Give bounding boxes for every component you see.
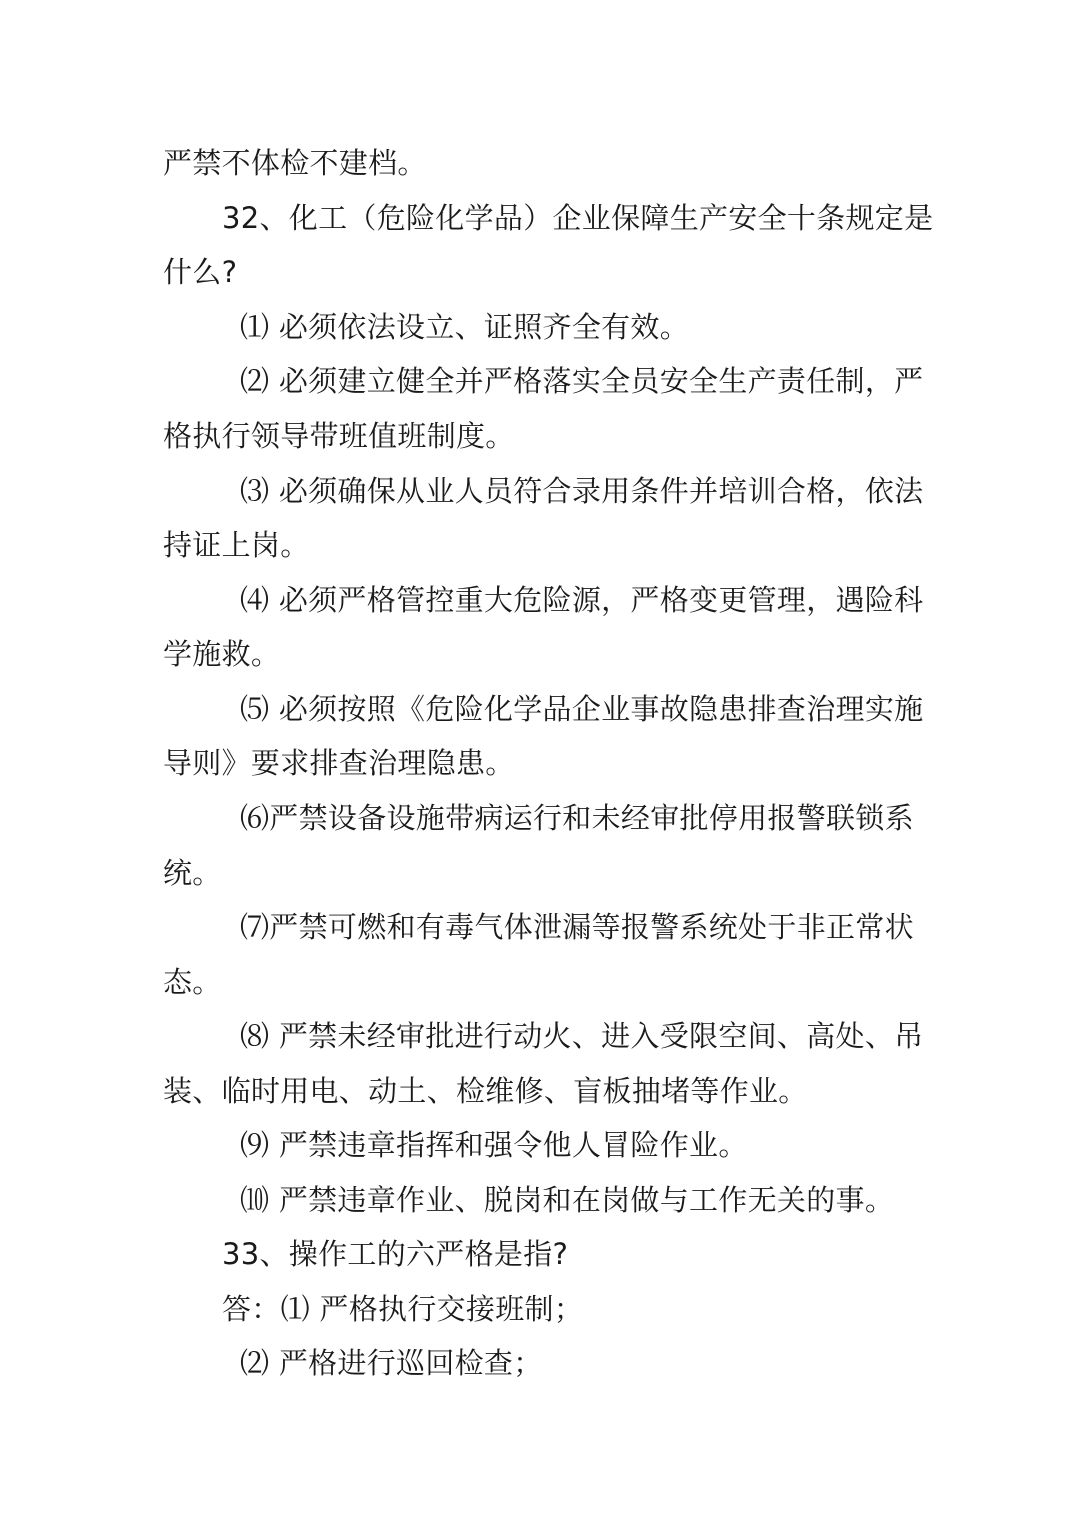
rule-5: ⑸ 必须按照《危险化学品企业事故隐患排查治理实施 bbox=[240, 692, 924, 726]
rule-3-cont: 持证上岗。 bbox=[163, 528, 310, 562]
rule-10: ⑽ 严禁违章作业、脱岗和在岗做与工作无关的事。 bbox=[240, 1183, 895, 1217]
rule-3: ⑶ 必须确保从业人员符合录用条件并培训合格，依法 bbox=[240, 474, 924, 508]
rule-6-cont: 统。 bbox=[163, 856, 222, 890]
rule-4: ⑷ 必须严格管控重大危险源，严格变更管理，遇险科 bbox=[240, 583, 924, 617]
question-32-heading-cont: 什么? bbox=[163, 255, 238, 289]
rule-2-cont: 格执行领导带班值班制度。 bbox=[163, 419, 515, 453]
rule-7-cont: 态。 bbox=[163, 965, 222, 999]
rule-6: ⑹严禁设备设施带病运行和未经审批停用报警联锁系 bbox=[240, 801, 914, 835]
rule-4-cont: 学施救。 bbox=[163, 637, 281, 671]
rule-8-cont: 装、临时用电、动土、检维修、盲板抽堵等作业。 bbox=[163, 1074, 808, 1108]
rule-1: ⑴ 必须依法设立、证照齐全有效。 bbox=[240, 310, 690, 344]
answer-33-item-2: ⑵ 严格进行巡回检查； bbox=[240, 1346, 543, 1380]
rule-5-cont: 导则》要求排查治理隐患。 bbox=[163, 746, 515, 780]
text-line-1: 严禁不体检不建档。 bbox=[163, 146, 427, 180]
rule-9: ⑼ 严禁违章指挥和强令他人冒险作业。 bbox=[240, 1128, 748, 1162]
rule-8: ⑻ 严禁未经审批进行动火、进入受限空间、高处、吊 bbox=[240, 1019, 924, 1053]
rule-7: ⑺严禁可燃和有毒气体泄漏等报警系统处于非正常状 bbox=[240, 910, 914, 944]
question-33-heading: 33、操作工的六严格是指? bbox=[222, 1237, 569, 1271]
question-32-heading: 32、化工（危险化学品）企业保障生产安全十条规定是 bbox=[222, 201, 934, 235]
rule-2: ⑵ 必须建立健全并严格落实全员安全生产责任制，严 bbox=[240, 364, 924, 398]
answer-33-item-1: 答：⑴ 严格执行交接班制； bbox=[222, 1292, 584, 1326]
